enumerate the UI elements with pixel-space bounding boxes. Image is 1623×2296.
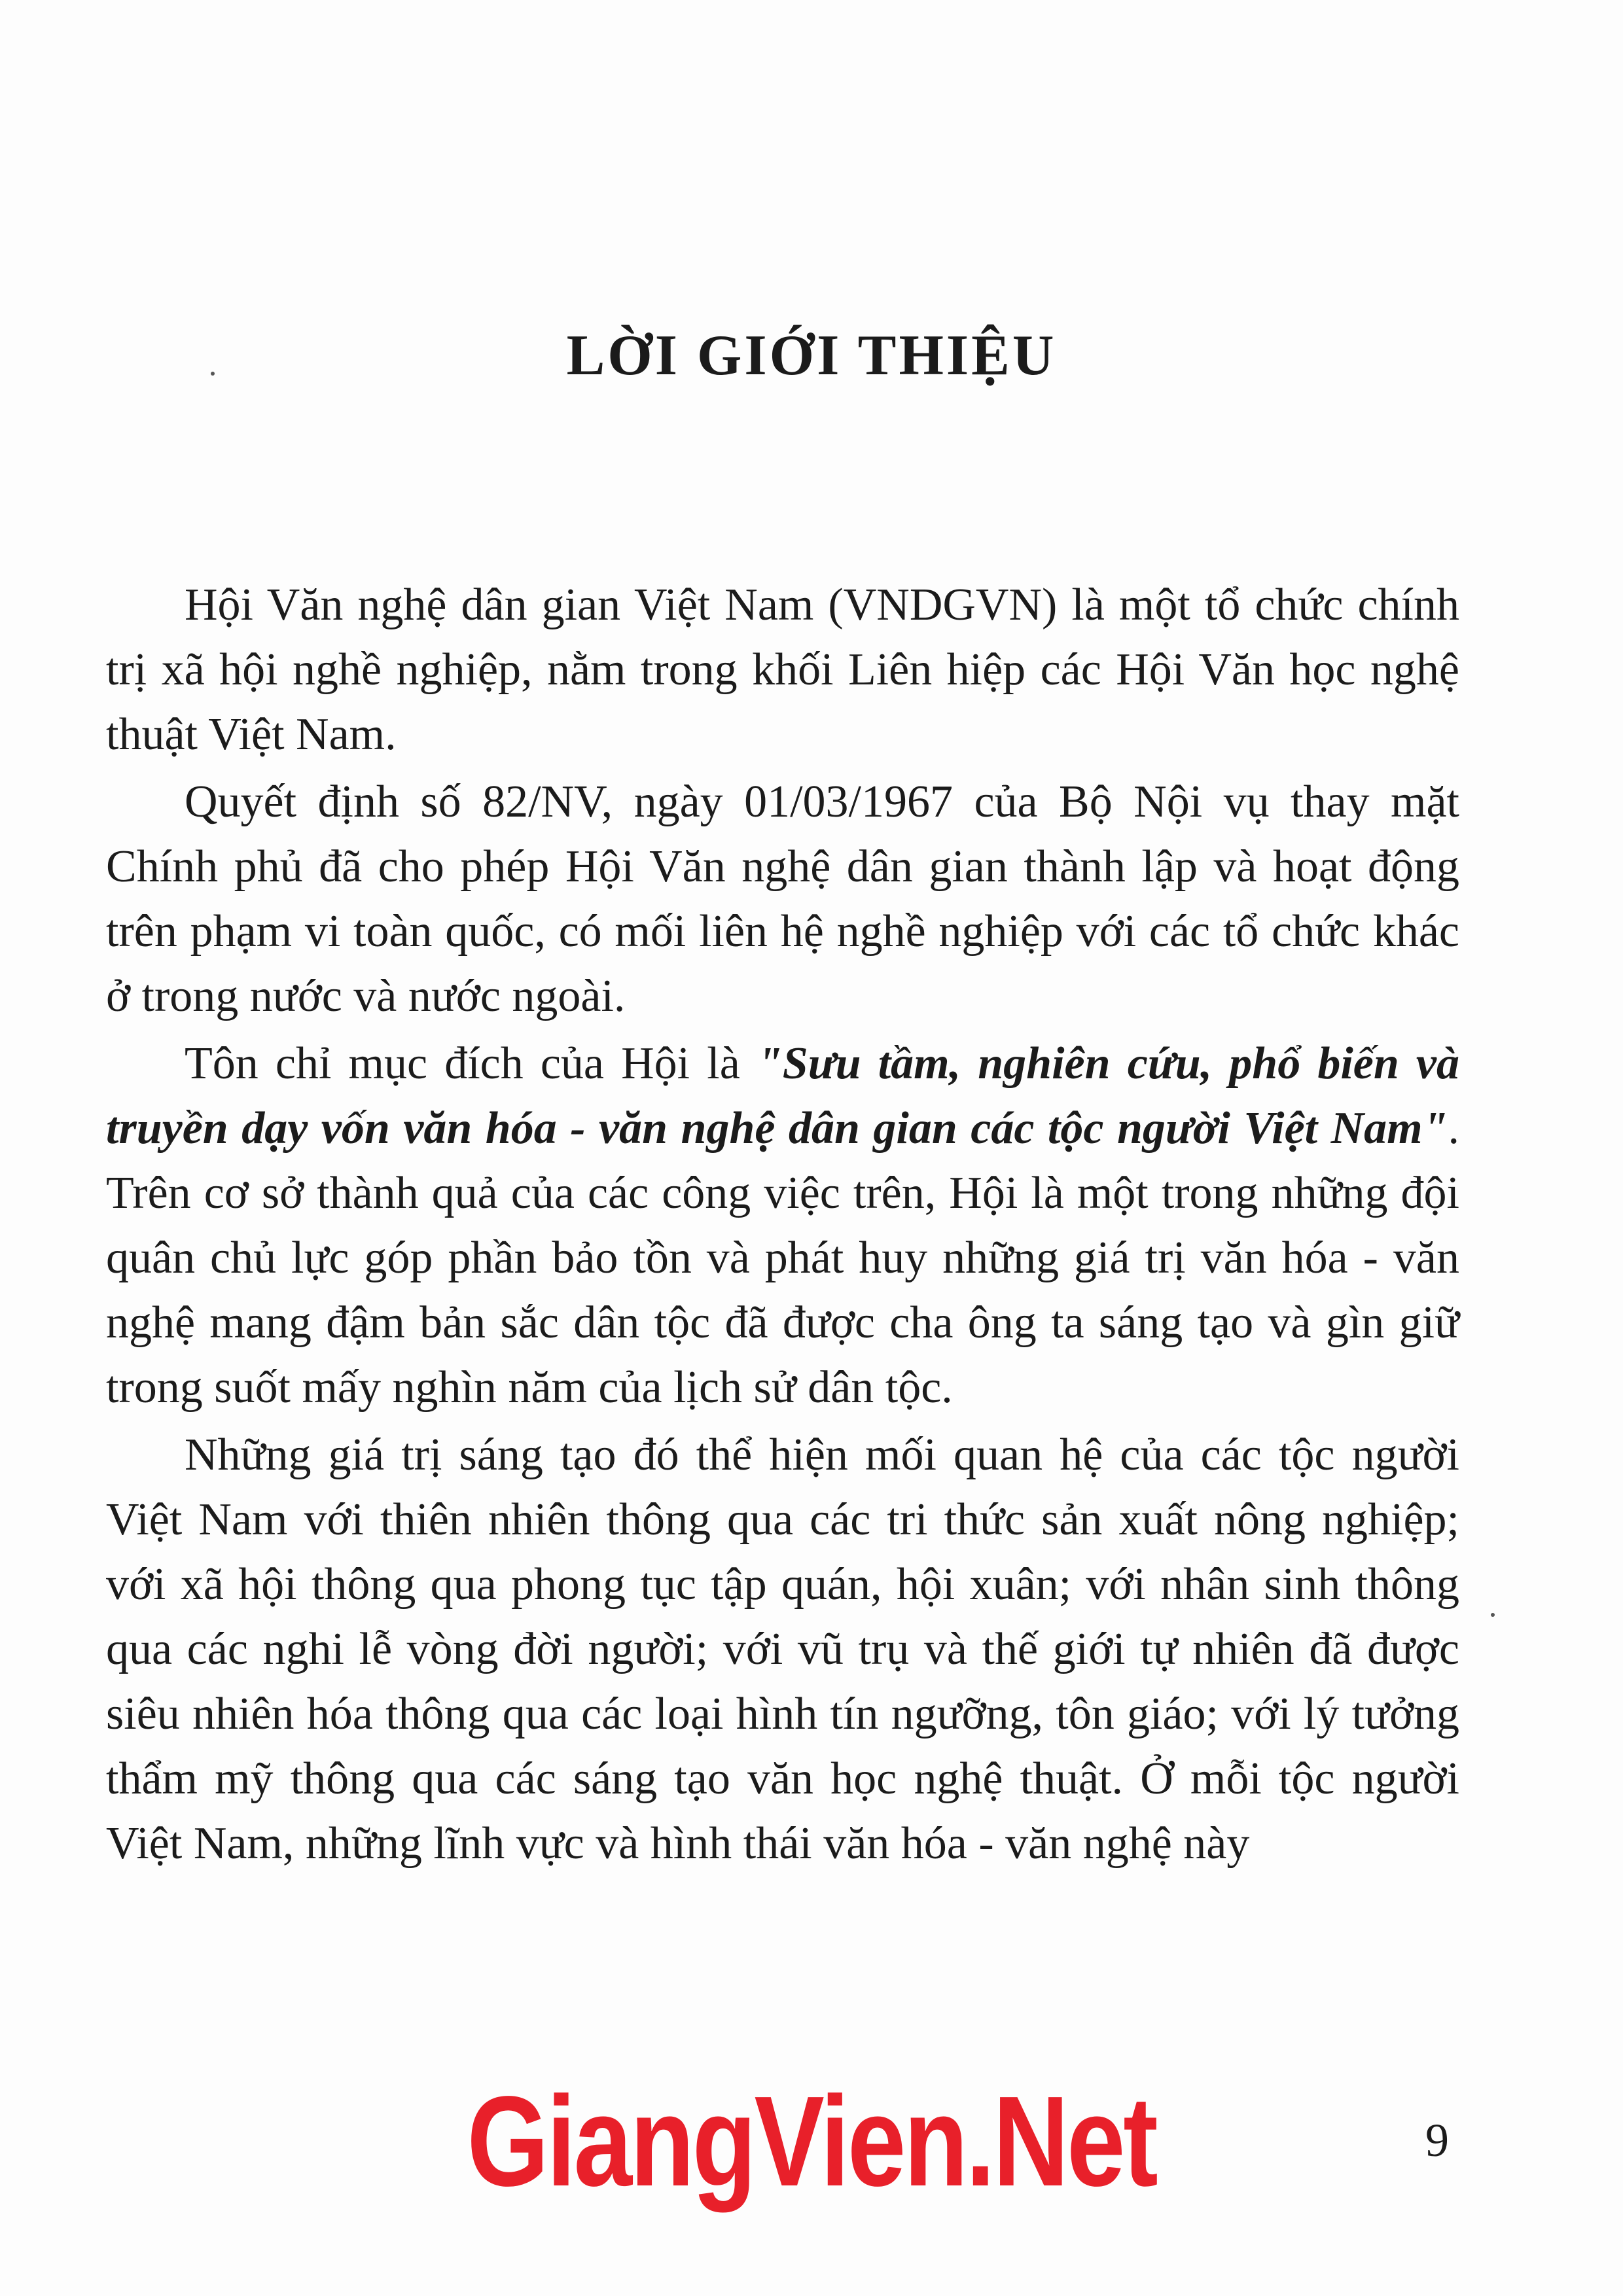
scan-speck <box>1491 1613 1495 1617</box>
paragraph-1 <box>106 573 1459 767</box>
paragraph-2 <box>106 769 1459 1029</box>
paragraph-3 <box>106 1031 1459 1420</box>
paragraph-3-rest: . Trên cơ sở thành quả của các công việc trên, Hội là một trong những đội quân chủ lực góp phần bảo tồn và phát huy những giá trị văn hóa - văn nghệ mang đậm bản sắc dân tộc đã được cha ông ta sáng tạo và gìn giữ trong suốt mấy nghìn năm của lịch sử dân tộc. <box>106 1103 1459 1413</box>
mission-statement-quote: "Sưu tầm, nghiên cứu, phổ biến và truyền dạy vốn văn hóa - văn nghệ dân gian các tộc người Việt Nam" <box>106 1038 1459 1154</box>
scan-speck <box>211 372 215 376</box>
page-number: 9 <box>1425 2114 1449 2166</box>
paragraph-4 <box>106 1422 1459 1876</box>
paragraph-1-text: Hội Văn nghệ dân gian Việt Nam (VNDGVN) là một tổ chức chính trị xã hội nghề nghiệp, nằm trong khối Liên hiệp các Hội Văn học nghệ thuật Việt Nam. <box>106 580 1459 760</box>
body-text <box>106 573 1459 1879</box>
paragraph-2-text: Quyết định số 82/NV, ngày 01/03/1967 của Bộ Nội vụ thay mặt Chính phủ đã cho phép Hội Văn nghệ dân gian thành lập và hoạt động trên phạm vi toàn quốc, có mối liên hệ nghề nghiệp với các tổ chức khác ở trong nước và nước ngoài. <box>106 777 1459 1021</box>
page-title: LỜI GIỚI THIỆU <box>566 324 1057 387</box>
paragraph-4-text: Những giá trị sáng tạo đó thể hiện mối quan hệ của các tộc người Việt Nam với thiên nhiên thông qua các tri thức sản xuất nông nghiệp; với xã hội thông qua phong tục tập quán, hội xuân; với nhân sinh thông qua các nghi lễ vòng đời người; với vũ trụ và thế giới tự nhiên đã được siêu nhiên hóa thông qua các loại hình tín ngưỡng, tôn giáo; với lý tưởng thẩm mỹ thông qua các sáng tạo văn học nghệ thuật. Ở mỗi tộc người Việt Nam, những lĩnh vực và hình thái văn hóa - văn nghệ này <box>106 1430 1459 1869</box>
watermark-logo: GiangVien.Net <box>467 2070 1156 2213</box>
paragraph-3-lead: Tôn chỉ mục đích của Hội là <box>185 1038 757 1089</box>
